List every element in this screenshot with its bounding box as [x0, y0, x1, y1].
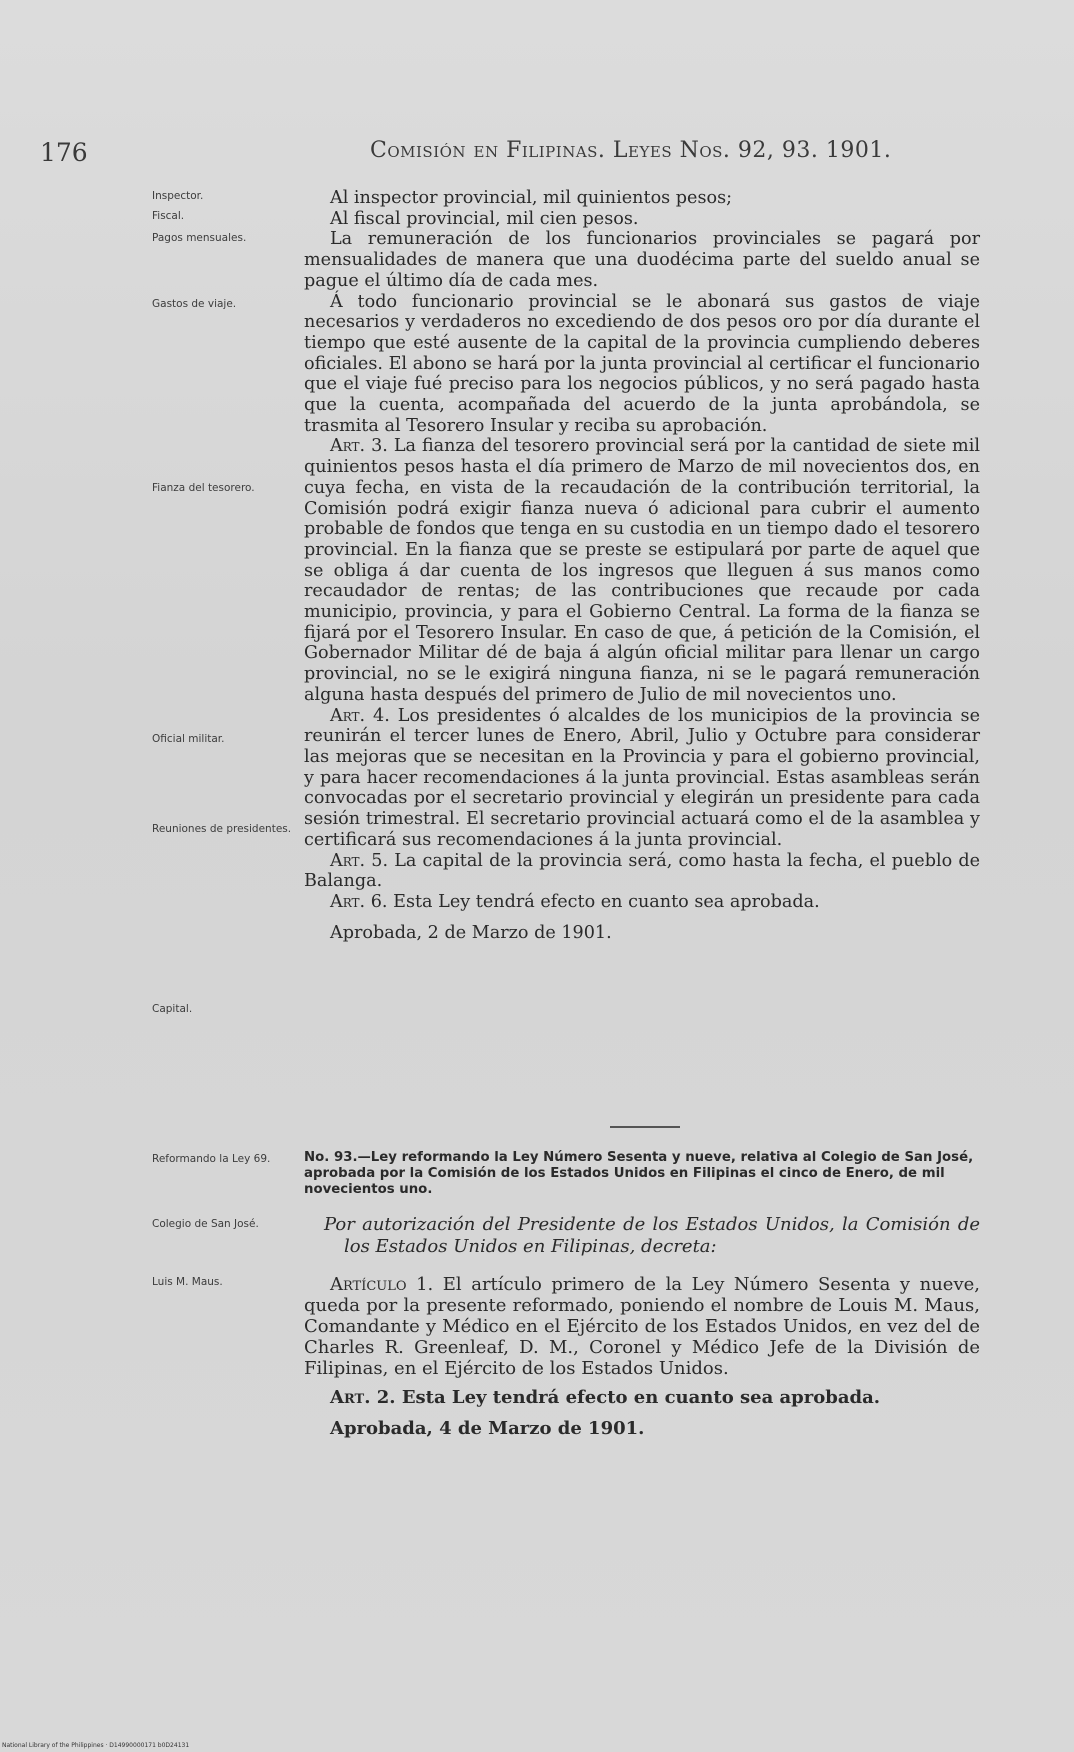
- paragraph-fiscal: Al fiscal provincial, mil cien pesos.: [330, 208, 639, 229]
- article-6-label: Art. 6.: [330, 891, 388, 912]
- enacting-clause-text: Por autorización del Presidente de los Estados Unidos, la Comisión de los Estados Unidos en Filipinas, decreta:: [324, 1214, 980, 1257]
- article-5-text: La capital de la provincia será, como hasta la fecha, el pueblo de Balanga.: [304, 850, 980, 892]
- paragraph-art-3: [304, 436, 980, 705]
- paragraph-art-4: [304, 706, 980, 851]
- paragraph-art-2: [304, 1387, 980, 1408]
- paragraph-inspector: Al inspector provincial, mil quinientos pesos;: [330, 188, 733, 208]
- margin-note-pagos: Pagos mensuales.: [152, 232, 247, 244]
- enacting-clause: [304, 1214, 980, 1258]
- margin-note-colegio: Colegio de San José.: [152, 1218, 259, 1230]
- margin-note-capital: Capital.: [152, 1003, 193, 1015]
- article-2-label: Art. 2.: [330, 1387, 396, 1408]
- article-4-text: Los presidentes ó alcaldes de los municipios de la provincia se reunirán el tercer lunes de Enero, Abril, Julio y Octubre para considerar las mejoras que se necesitan en la Provincia y para el gobierno provincial, y para hacer recomendaciones á la junta provincial. Estas asambleas serán convocadas por el secretario provincial y elegirán un presidente para cada sesión trimestral. El secretario provincial actuará como el de la asamblea y certificará sus recomendaciones á la junta provincial.: [304, 705, 980, 850]
- margin-note-fiscal: Fiscal.: [152, 210, 185, 222]
- paragraph-art-1: [304, 1274, 980, 1379]
- margin-note-gastos: Gastos de viaje.: [152, 298, 237, 310]
- article-3-label: Art. 3.: [330, 436, 388, 457]
- scan-credit: National Library of the Philippines · D14990000171 b0D24131: [2, 1742, 190, 1749]
- article-4-label: Art. 4.: [330, 705, 390, 726]
- section-divider: [610, 1126, 680, 1128]
- article-6-text: Esta Ley tendrá efecto en cuanto sea aprobada.: [387, 891, 820, 912]
- margin-note-oficial: Oficial militar.: [152, 733, 225, 745]
- margin-note-luis: Luis M. Maus.: [152, 1276, 223, 1288]
- article-1-label: Artículo 1.: [330, 1274, 434, 1295]
- article-1-text: El artículo primero de la Ley Número Sesenta y nueve, queda por la presente reformado, poniendo el nombre de Louis M. Maus, Comandante y Médico en el Ejército de los Estados Unidos, en vez del de Charles R. Greenleaf, D. M., Coronel y Médico Jefe de la División de Filipinas, en el Ejército de los Estados Unidos.: [304, 1274, 980, 1379]
- paragraph-art-5: [304, 851, 980, 892]
- paragraph-gastos: Á todo funcionario provincial se le abonará sus gastos de viaje necesarios y verdaderos no excediendo de dos pesos oro por día durante el tiempo que esté ausente de la capital de la provincia cumpliendo deberes oficiales. El abono se hará por la junta provincial al certificar el funcionario que el viaje fué preciso para los negocios públicos, y no será pagado hasta que la cuenta, acompañada del acuerdo de la junta aprobándola, se trasmita al Tesorero Insular y reciba su aprobación.: [304, 291, 980, 436]
- margin-note-reuniones: Reuniones de presidentes.: [152, 823, 292, 835]
- margin-note-inspector: Inspector.: [152, 190, 204, 202]
- page-number: 176: [40, 138, 88, 167]
- paragraph-art-6: [304, 892, 980, 913]
- approval-date-92: Aprobada, 2 de Marzo de 1901.: [330, 922, 612, 943]
- article-3-text: La fianza del tesorero provincial será por la cantidad de siete mil quinientos pesos hasta el día primero de Marzo de mil novecientos dos, en cuya fecha, en vista de la recaudación de la contribución territorial, la Comisión podrá exigir fianza nueva ó adicional para cubrir el aumento probable de fondos que tenga en su custodia en un tiempo dado el tesorero provincial. En la fianza que se preste se estipulará por parte de aquel que se obliga á dar cuenta de los ingresos que lleguen á sus manos como recaudador de rentas; de las contribuciones que recaude por cada municipio, provincia, y para el Gobierno Central. La forma de la fianza se fijará por el Tesorero Insular. En caso de que, á petición de la Comisión, el Gobernador Militar dé de baja á algún oficial militar para llenar un cargo provincial, no se le exigirá ninguna fianza, ni se le pagará remuneración alguna hasta después del primero de Julio de mil novecientos uno.: [304, 436, 980, 705]
- margin-note-fianza: Fianza del tesorero.: [152, 482, 255, 494]
- article-2-text: Esta Ley tendrá efecto en cuanto sea aprobada.: [395, 1387, 880, 1408]
- law-92-text: [304, 188, 980, 943]
- law-93-title: No. 93.—Ley reformando la Ley Número Sesenta y nueve, relativa al Colegio de San José, aprobada por la Comisión de los Estados Unidos en Filipinas el cinco de Enero, de mil novecientos uno.: [304, 1150, 974, 1197]
- approval-date-93: Aprobada, 4 de Marzo de 1901.: [330, 1418, 645, 1439]
- margin-note-reformando: Reformando la Ley 69.: [152, 1153, 271, 1165]
- law-93-text: [304, 1274, 980, 1439]
- paragraph-pagos: La remuneración de los funcionarios provinciales se pagará por mensualidades de manera que una duodécima parte del sueldo anual se pague el último día de cada mes.: [304, 229, 980, 291]
- running-head: Comisión en Filipinas. Leyes Nos. 92, 93. 1901.: [370, 138, 892, 163]
- article-5-label: Art. 5.: [330, 850, 389, 871]
